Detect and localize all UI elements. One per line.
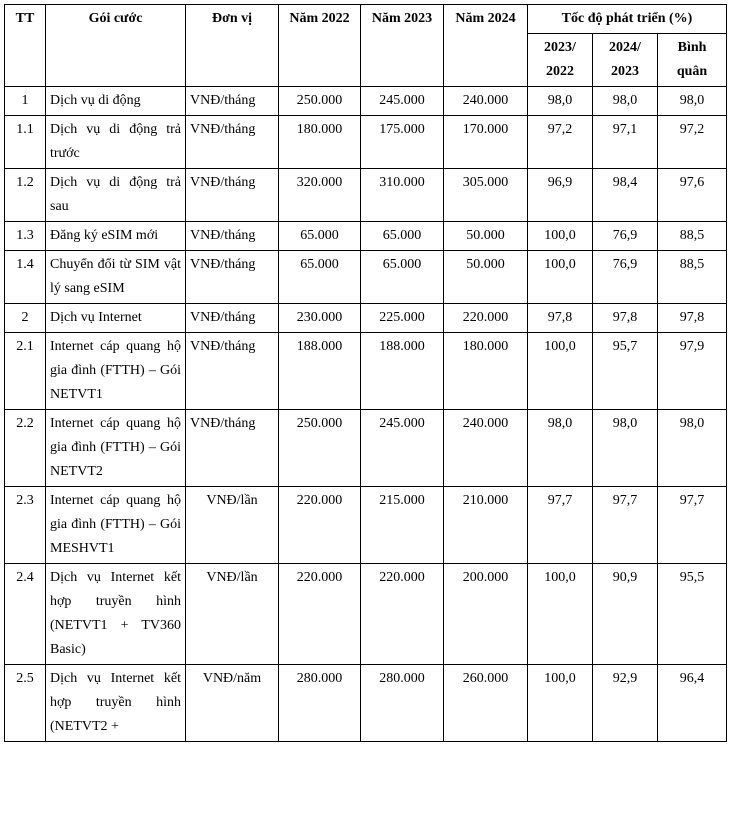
cell-ratio-2023-2022: 97,2: [528, 116, 593, 169]
cell-goi-cuoc: Dịch vụ Internet kết hợp truyền hình (NETVT1 + TV360 Basic): [46, 564, 186, 665]
cell-ratio-2024-2023: 98,4: [593, 169, 658, 222]
cell-year-2024: 220.000: [444, 304, 528, 333]
table-body: [5, 87, 727, 742]
cell-don-vi: VNĐ/tháng: [186, 222, 279, 251]
cell-year-2023: 188.000: [361, 333, 444, 410]
cell-year-2024: 240.000: [444, 87, 528, 116]
cell-ratio-average: 97,6: [658, 169, 727, 222]
cell-year-2023: 310.000: [361, 169, 444, 222]
cell-ratio-2023-2022: 98,0: [528, 87, 593, 116]
cell-tt: 2.5: [5, 665, 46, 742]
cell-ratio-average: 88,5: [658, 222, 727, 251]
cell-ratio-average: 98,0: [658, 410, 727, 487]
header-year-2023: Năm 2023: [361, 5, 444, 87]
cell-ratio-2023-2022: 98,0: [528, 410, 593, 487]
cell-year-2022: 280.000: [279, 665, 361, 742]
cell-ratio-average: 98,0: [658, 87, 727, 116]
cell-don-vi: VNĐ/tháng: [186, 251, 279, 304]
table-row: [5, 487, 727, 564]
cell-year-2022: 188.000: [279, 333, 361, 410]
header-ratio-average-bottom: quân: [676, 64, 708, 79]
cell-year-2024: 50.000: [444, 222, 528, 251]
cell-ratio-2023-2022: 97,7: [528, 487, 593, 564]
cell-year-2024: 180.000: [444, 333, 528, 410]
cell-don-vi: VNĐ/lần: [186, 564, 279, 665]
cell-ratio-average: 97,9: [658, 333, 727, 410]
header-ratio-2024-2023-bottom: 2023: [611, 64, 639, 79]
cell-goi-cuoc: Đăng ký eSIM mới: [46, 222, 186, 251]
cell-ratio-2023-2022: 100,0: [528, 222, 593, 251]
header-tt: TT: [5, 5, 46, 87]
cell-ratio-average: 95,5: [658, 564, 727, 665]
header-ratio-2024-2023: [593, 34, 658, 87]
header-ratio-2024-2023-top: 2024/: [609, 40, 641, 55]
cell-ratio-2024-2023: 98,0: [593, 410, 658, 487]
header-ratio-2023-2022-bottom: 2022: [546, 64, 574, 79]
cell-year-2024: 240.000: [444, 410, 528, 487]
table-row: [5, 222, 727, 251]
cell-don-vi: VNĐ/năm: [186, 665, 279, 742]
table-header: [5, 5, 727, 87]
cell-ratio-2024-2023: 92,9: [593, 665, 658, 742]
table-row: [5, 304, 727, 333]
cell-don-vi: VNĐ/tháng: [186, 87, 279, 116]
cell-tt: 2.1: [5, 333, 46, 410]
cell-year-2023: 65.000: [361, 251, 444, 304]
cell-year-2023: 220.000: [361, 564, 444, 665]
cell-year-2024: 305.000: [444, 169, 528, 222]
cell-ratio-2023-2022: 100,0: [528, 564, 593, 665]
cell-goi-cuoc: Dịch vụ di động trả trước: [46, 116, 186, 169]
header-toc-do: Tốc độ phát triển (%): [528, 5, 727, 34]
cell-tt: 2.3: [5, 487, 46, 564]
header-year-2022: Năm 2022: [279, 5, 361, 87]
cell-goi-cuoc: Internet cáp quang hộ gia đình (FTTH) – Gói MESHVT1: [46, 487, 186, 564]
header-ratio-average: [658, 34, 727, 87]
table-row: [5, 333, 727, 410]
cell-year-2024: 260.000: [444, 665, 528, 742]
cell-year-2023: 175.000: [361, 116, 444, 169]
cell-tt: 1: [5, 87, 46, 116]
header-year-2024: Năm 2024: [444, 5, 528, 87]
cell-ratio-2023-2022: 97,8: [528, 304, 593, 333]
table-row: [5, 564, 727, 665]
cell-ratio-2023-2022: 100,0: [528, 251, 593, 304]
cell-ratio-2023-2022: 96,9: [528, 169, 593, 222]
table-row: [5, 169, 727, 222]
cell-year-2022: 250.000: [279, 410, 361, 487]
cell-ratio-average: 97,2: [658, 116, 727, 169]
cell-year-2022: 220.000: [279, 487, 361, 564]
cell-year-2023: 215.000: [361, 487, 444, 564]
cell-year-2024: 210.000: [444, 487, 528, 564]
cell-ratio-2024-2023: 76,9: [593, 251, 658, 304]
cell-ratio-average: 88,5: [658, 251, 727, 304]
header-ratio-2023-2022-top: 2023/: [544, 40, 576, 55]
cell-goi-cuoc: Dịch vụ Internet kết hợp truyền hình (NETVT2 +: [46, 665, 186, 742]
cell-don-vi: VNĐ/tháng: [186, 410, 279, 487]
cell-don-vi: VNĐ/tháng: [186, 333, 279, 410]
cell-year-2024: 200.000: [444, 564, 528, 665]
cell-don-vi: VNĐ/tháng: [186, 116, 279, 169]
cell-ratio-2024-2023: 97,7: [593, 487, 658, 564]
cell-year-2022: 250.000: [279, 87, 361, 116]
cell-ratio-2024-2023: 95,7: [593, 333, 658, 410]
table-row: [5, 410, 727, 487]
cell-tt: 1.1: [5, 116, 46, 169]
cell-year-2023: 245.000: [361, 410, 444, 487]
cell-year-2022: 65.000: [279, 251, 361, 304]
header-goi-cuoc: Gói cước: [46, 5, 186, 87]
cell-tt: 1.4: [5, 251, 46, 304]
cell-year-2023: 65.000: [361, 222, 444, 251]
header-don-vi: Đơn vị: [186, 5, 279, 87]
price-table: [4, 4, 727, 742]
table-row: [5, 251, 727, 304]
cell-goi-cuoc: Internet cáp quang hộ gia đình (FTTH) – Gói NETVT1: [46, 333, 186, 410]
cell-year-2023: 280.000: [361, 665, 444, 742]
cell-ratio-2023-2022: 100,0: [528, 333, 593, 410]
cell-tt: 1.3: [5, 222, 46, 251]
cell-ratio-2024-2023: 90,9: [593, 564, 658, 665]
header-ratio-2023-2022: [528, 34, 593, 87]
cell-goi-cuoc: Internet cáp quang hộ gia đình (FTTH) – Gói NETVT2: [46, 410, 186, 487]
cell-ratio-2023-2022: 100,0: [528, 665, 593, 742]
cell-ratio-2024-2023: 76,9: [593, 222, 658, 251]
cell-goi-cuoc: Chuyển đổi từ SIM vật lý sang eSIM: [46, 251, 186, 304]
table-row: [5, 665, 727, 742]
cell-ratio-2024-2023: 97,1: [593, 116, 658, 169]
cell-year-2023: 245.000: [361, 87, 444, 116]
cell-don-vi: VNĐ/tháng: [186, 169, 279, 222]
cell-goi-cuoc: Dịch vụ Internet: [46, 304, 186, 333]
cell-tt: 2.4: [5, 564, 46, 665]
cell-year-2022: 220.000: [279, 564, 361, 665]
cell-don-vi: VNĐ/lần: [186, 487, 279, 564]
cell-year-2024: 50.000: [444, 251, 528, 304]
table-row: [5, 116, 727, 169]
cell-ratio-average: 96,4: [658, 665, 727, 742]
cell-tt: 2.2: [5, 410, 46, 487]
header-row-1: [5, 5, 727, 34]
cell-ratio-2024-2023: 97,8: [593, 304, 658, 333]
cell-year-2023: 225.000: [361, 304, 444, 333]
header-ratio-average-top: Bình: [677, 40, 707, 55]
cell-year-2022: 320.000: [279, 169, 361, 222]
cell-goi-cuoc: Dịch vụ di động: [46, 87, 186, 116]
cell-ratio-average: 97,8: [658, 304, 727, 333]
table-row: [5, 87, 727, 116]
cell-year-2022: 230.000: [279, 304, 361, 333]
cell-year-2022: 180.000: [279, 116, 361, 169]
cell-tt: 1.2: [5, 169, 46, 222]
cell-ratio-2024-2023: 98,0: [593, 87, 658, 116]
cell-goi-cuoc: Dịch vụ di động trả sau: [46, 169, 186, 222]
cell-year-2022: 65.000: [279, 222, 361, 251]
cell-ratio-average: 97,7: [658, 487, 727, 564]
cell-don-vi: VNĐ/tháng: [186, 304, 279, 333]
cell-tt: 2: [5, 304, 46, 333]
cell-year-2024: 170.000: [444, 116, 528, 169]
